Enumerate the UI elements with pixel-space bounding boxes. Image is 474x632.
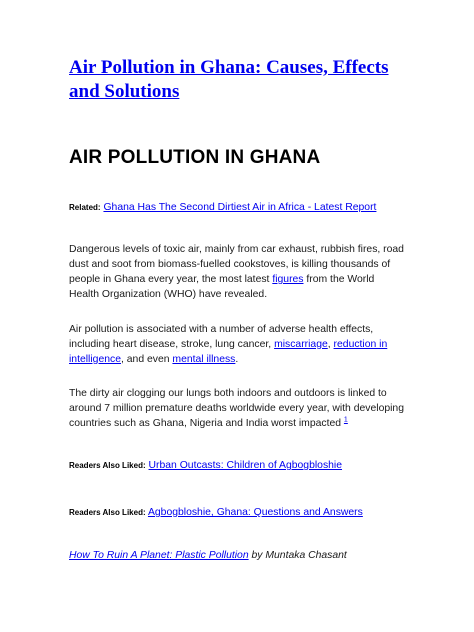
paragraph-2 [69,322,405,367]
paragraph-3-text: The dirty air clogging our lungs both indoors and outdoors is linked to around 7 million premature deaths worldwide every year, with developing countries such as Ghana, Nigeria and India worst impacted [69,388,404,429]
book-link[interactable]: How To Ruin A Planet: Plastic Pollution [69,550,249,561]
book-author: by Muntaka Chasant [248,550,347,561]
related-line [69,200,405,215]
readers-also-liked-1 [69,458,405,473]
readers-also-liked-label-1: Readers Also Liked: [69,461,146,470]
title-link[interactable] [69,57,389,102]
paragraph-1-text-end: from the World Health Organization (WHO) have revealed. [69,274,375,300]
figures-link[interactable]: figures [272,274,304,285]
book-line [69,548,405,563]
paragraph-1 [69,242,405,302]
title-line-1: Air Pollution in Ghana: Causes, Effects [69,57,389,78]
paragraph-2-sep-2: , and even [121,354,173,365]
footnote-link[interactable]: 1 [343,416,348,424]
section-heading: AIR POLLUTION IN GHANA [69,147,321,168]
readers-also-liked-label-2: Readers Also Liked: [69,508,146,517]
paragraph-1-text: Dangerous levels of toxic air, mainly from car exhaust, rubbish fires, road dust and soot from biomass-fuelled cookstoves, is killing thousands of people in Ghana every year, the most latest [69,244,404,285]
mental-illness-link[interactable]: mental illness [172,354,236,365]
urban-outcasts-link[interactable]: Urban Outcasts: Children of Agbogbloshie [148,460,343,471]
title-line-2: and Solutions [69,81,180,102]
paragraph-2-end: . [235,354,239,365]
paragraph-2-sep-1: , [327,339,334,350]
related-link[interactable]: Ghana Has The Second Dirtiest Air in Africa - Latest Report [103,202,377,213]
readers-also-liked-2 [69,505,405,520]
miscarriage-link[interactable]: miscarriage [274,339,328,350]
related-label: Related: [69,203,101,212]
reduction-in-intelligence-link[interactable]: reduction in intelligence [69,339,388,365]
document-title [69,56,409,104]
agbogbloshie-link[interactable]: Agbogbloshie, Ghana: Questions and Answers [147,507,363,518]
paragraph-2-text: Air pollution is associated with a number of adverse health effects, including heart disease, stroke, lung cancer, [69,324,374,350]
paragraph-3 [69,386,405,431]
